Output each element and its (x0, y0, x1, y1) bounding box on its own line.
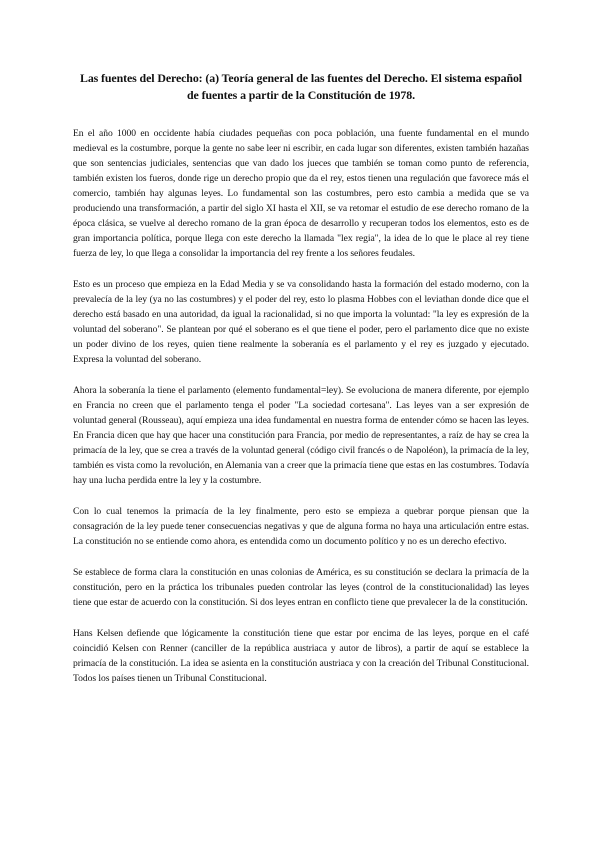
paragraph-5: Se establece de forma clara la constitución en unas colonias de América, es su constitución se declara la primacía de la constitución, pero en la práctica los tribunales pueden controlar las leyes (control de la constitucionalidad) las leyes tiene que estar de acuerdo con la constitución. Si dos leyes entran en conflicto tiene que prevalecer la de la constitución. (73, 567, 529, 608)
paragraph-6: Hans Kelsen defiende que lógicamente la constitución tiene que estar por encima de las leyes, porque en el café coincidió Kelsen con Renner (canciller de la república austriaca y autor de libros), a partir de aquí se establece la primacía de la constitución. La idea se asienta en la constitución austriaca y con la creación del Tribunal Constitucional. Todos los países tienen un Tribunal Constitucional. (73, 628, 529, 684)
paragraph-3: Ahora la soberanía la tiene el parlamento (elemento fundamental=ley). Se evoluciona de manera diferente, por ejemplo en Francia no creen que el parlamento tenga el poder "La sociedad cortesana". Las leyes van a ser expresión de voluntad general (Rousseau), aquí empieza una idea fundamental en nuestra forma de entender cómo se hacen las leyes. En Francia dicen que hay que hacer una constitución para Francia, por medio de representantes, a raíz de hay se crea la primacía de la ley, que se crea a través de la voluntad general (código civil francés o de Napoléon), la primacía de la ley, también es vista como la revolución, en Alemania van a creer que la primacía tiene que estas en las costumbres. Todavía hay una lucha perdida entre la ley y la costumbre. (73, 385, 529, 486)
paragraph-4: Con lo cual tenemos la primacía de la ley finalmente, pero esto se empieza a quebrar porque piensan que la consagración de la ley puede tener consecuencias negativas y que de alguna forma no haya una articulación entre estas. La constitución no se entiende como ahora, es entendida como un documento político y no es un derecho efectivo. (73, 506, 529, 547)
paragraph-1: En el año 1000 en occidente había ciudades pequeñas con poca población, una fuente fundamental en el mundo medieval es la costumbre, porque la gente no sabe leer ni escribir, en cada lugar son diferentes, existen también hazañas que son sentencias judiciales, sentencias que van dado los jueces que también se toman como punto de referencia, también existen los fueros, donde rige un derecho propio que da el rey, estos tienen una regulación que favorece más el comercio, también hay algunas leyes. Lo fundamental son las costumbres, pero esto cambia a medida que se va produciendo una transformación, a partir del siglo XI hasta el XII, se va retomar el estudio de ese derecho romano de la época clásica, se vuelve al derecho romano de la gran época de desarrollo y recuperan todos los elementos, esto es de gran importancia política, porque llega con este derecho la llamada "lex regia", la idea de lo que le place al rey tiene fuerza de ley, lo que llega a consolidar la importancia del rey frente a los señores feudales. (73, 128, 529, 259)
paragraph-2: Esto es un proceso que empieza en la Edad Media y se va consolidando hasta la formación del estado moderno, con la prevalecía de la ley (ya no las costumbres) y el poder del rey, esto lo plasma Hobbes con el leviathan donde dice que el derecho está basado en una autoridad, da igual la racionalidad, si no que importa la voluntad: "la ley es expresión de la voluntad del soberano". Se plantean por qué el soberano es el que tiene el poder, pero el parlamento dice que no existe un poder divino de los reyes, quien tiene realmente la soberanía es el parlamento y el rey es juzgado y ejecutado. Expresa la voluntad del soberano. (73, 279, 529, 365)
document-body (73, 126, 529, 686)
document-title: Las fuentes del Derecho: (a) Teoría general de las fuentes del Derecho. El sistema español de fuentes a partir de la Constitución de 1978. (79, 71, 523, 102)
